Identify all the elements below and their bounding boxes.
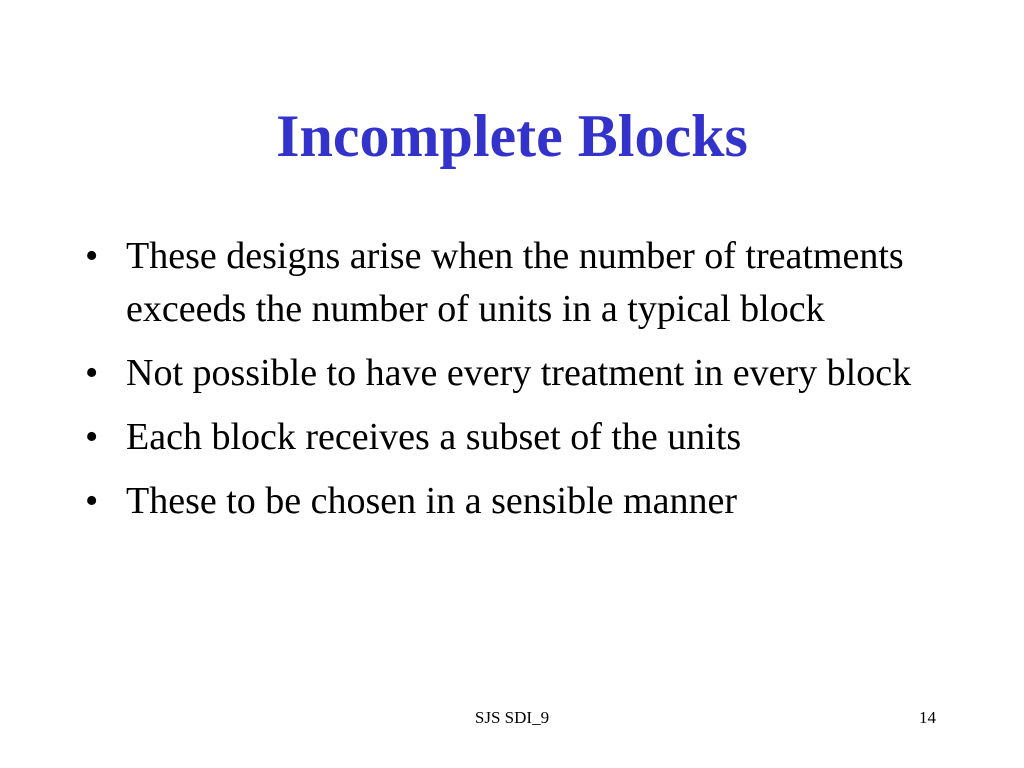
bullet-item [85,475,945,528]
bullet-list [85,230,945,539]
bullet-text: These designs arise when the number of treatments exceeds the number of units in a typical block [126,235,904,330]
bullet-text: These to be chosen in a sensible manner [126,480,737,522]
bullet-icon: • [85,352,99,394]
bullet-icon: • [85,480,99,522]
bullet-icon: • [85,235,99,277]
page-number: 14 [919,708,936,727]
footer-label: SJS SDI_9 [474,708,550,727]
bullet-text: Not possible to have every treatment in every block [126,352,912,394]
slide-title: Incomplete Blocks [276,103,748,169]
bullet-item [85,411,945,464]
bullet-text: Each block receives a subset of the units [126,416,742,458]
bullet-item [85,347,945,400]
bullet-item [85,230,945,336]
bullet-icon: • [85,416,99,458]
